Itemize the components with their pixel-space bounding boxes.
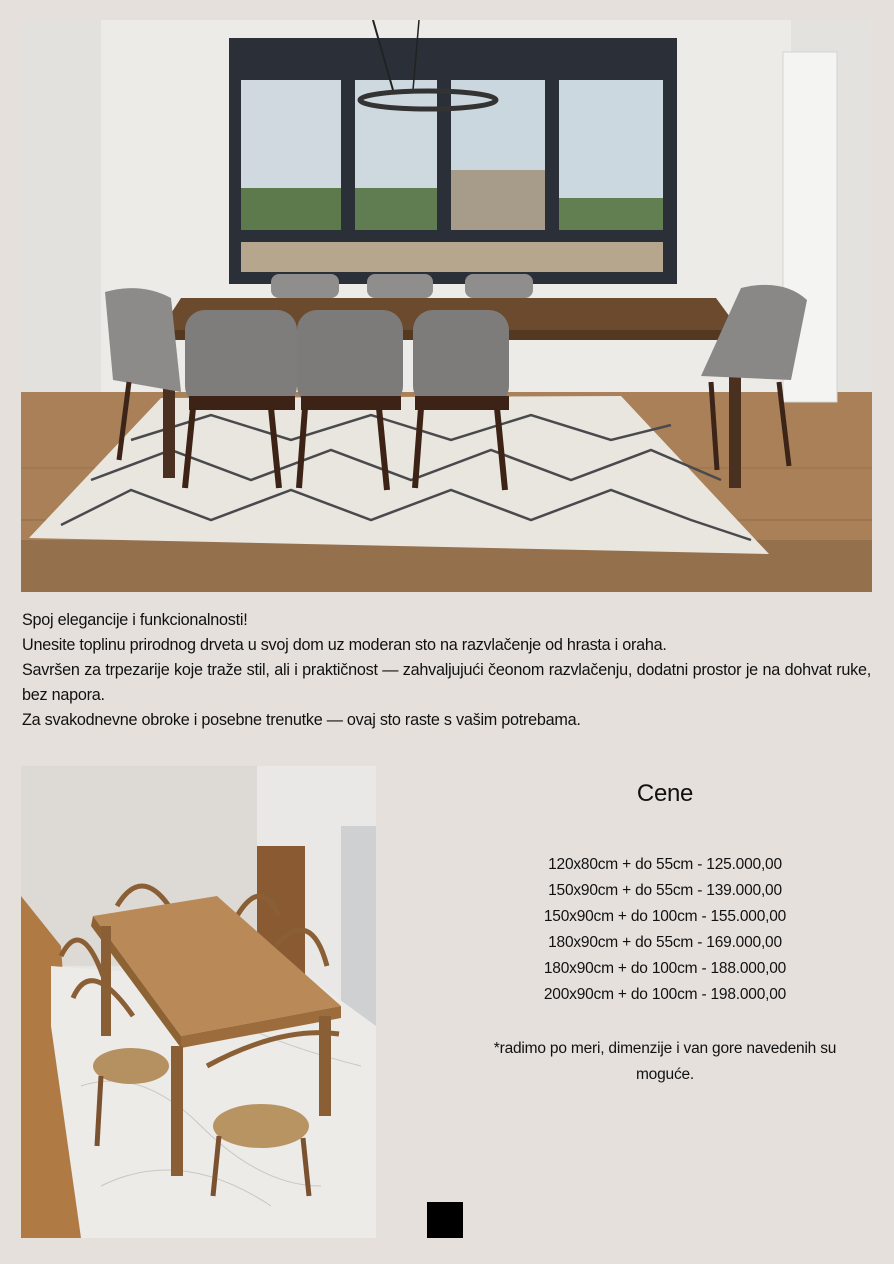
intro-line-2: Savršen za trpezarije koje traže stil, ali i praktičnost — zahvaljujući čeonom razvlačenju, dodatni prostor je na dohvat ruke, bez napora. — [22, 661, 871, 704]
price-item: 150x90cm + do 55cm - 139.000,00 — [548, 882, 782, 899]
intro-line-1: Unesite toplinu prirodnog drveta u svoj dom uz moderan sto na razvlačenje od hrasta i oraha. — [22, 636, 667, 654]
intro-text — [22, 608, 871, 733]
price-item: 180x90cm + do 55cm - 169.000,00 — [548, 934, 782, 951]
price-item: 120x80cm + do 55cm - 125.000,00 — [548, 856, 782, 873]
side-photo-oak-table — [21, 766, 376, 1238]
custom-size-note: *radimo po meri, dimenzije i van gore navedenih su moguće. — [493, 1040, 837, 1083]
price-item: 150x90cm + do 100cm - 155.000,00 — [543, 908, 787, 925]
prices-title: Cene — [636, 780, 694, 807]
price-item: 180x90cm + do 100cm - 188.000,00 — [543, 960, 787, 977]
price-item: 200x90cm + do 100cm - 198.000,00 — [543, 986, 787, 1003]
intro-heading: Spoj elegancije i funkcionalnosti! — [22, 611, 248, 629]
price-list — [470, 852, 860, 1008]
hero-photo-dining-room — [21, 20, 872, 592]
black-square-mark — [427, 1202, 463, 1238]
intro-line-3: Za svakodnevne obroke i posebne trenutke — ovaj sto raste s vašim potrebama. — [22, 711, 581, 729]
price-section — [470, 780, 860, 1088]
